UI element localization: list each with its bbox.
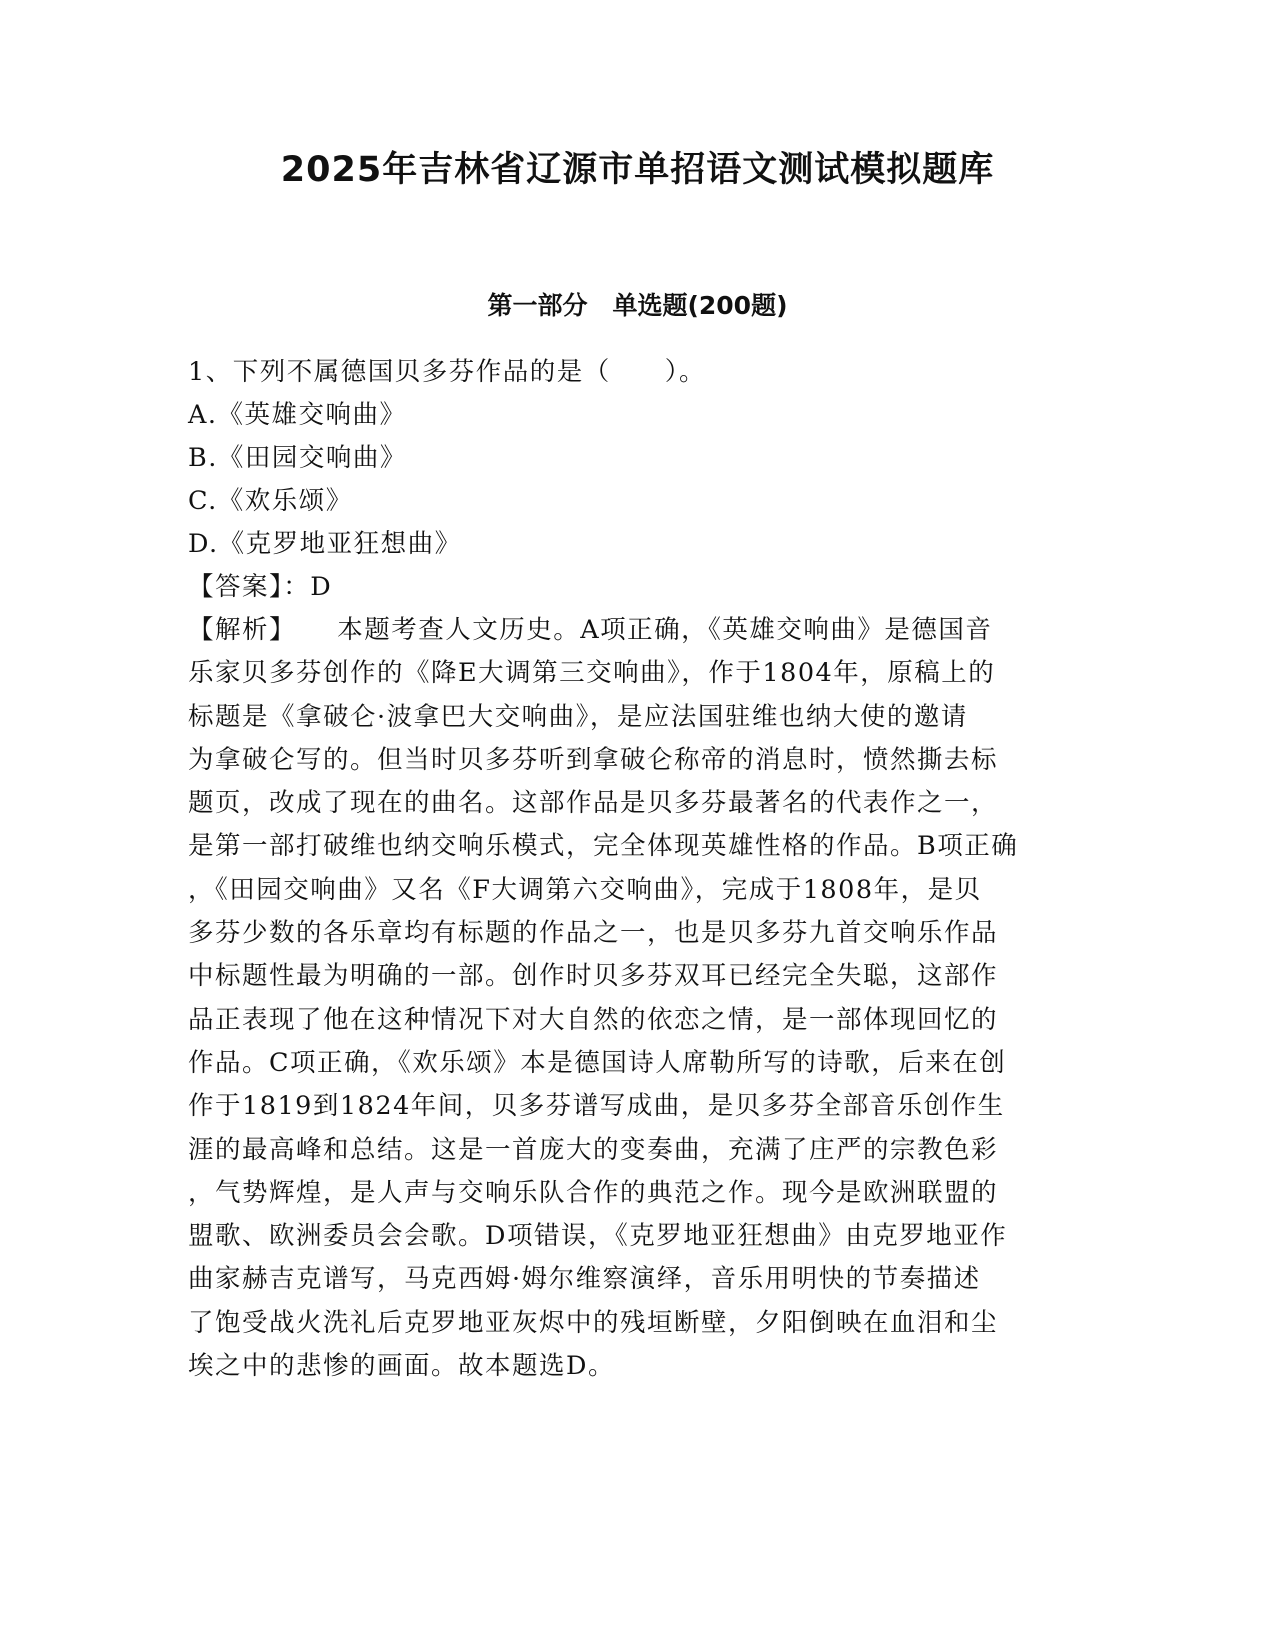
analysis-line: 中标题性最为明确的一部。创作时贝多芬双耳已经完全失聪，这部作 — [188, 961, 999, 992]
analysis-line: 【解析】 本题考查人文历史。A项正确，《英雄交响曲》是德国音 — [188, 615, 993, 645]
analysis-line: 标题是《拿破仑·波拿巴大交响曲》，是应法国驻维也纳大使的邀请 — [188, 701, 968, 732]
question-block — [188, 351, 1068, 1388]
analysis-line: 埃之中的悲惨的画面。故本题选D。 — [188, 1351, 615, 1382]
analysis-line: 作于1819到1824年间，贝多芬谱写成曲，是贝多芬全部音乐创作生 — [188, 1091, 1005, 1122]
analysis-line: 乐家贝多芬创作的《降E大调第三交响曲》，作于1804年，原稿上的 — [188, 658, 996, 689]
analysis-line: 品正表现了他在这种情况下对大自然的依恋之情，是一部体现回忆的 — [188, 1004, 999, 1035]
section-title: 第一部分 单选题(200题) — [487, 291, 788, 320]
option-c: C.《欢乐颂》 — [188, 486, 353, 516]
analysis-line: 了饱受战火洗礼后克罗地亚灰烬中的残垣断壁，夕阳倒映在血泪和尘 — [188, 1307, 999, 1338]
option-b: B.《田园交响曲》 — [188, 443, 407, 473]
option-d: D.《克罗地亚狂想曲》 — [188, 529, 462, 559]
analysis-line: 是第一部打破维也纳交响乐模式，完全体现英雄性格的作品。B项正确 — [188, 831, 1019, 862]
analysis-line: ，《田园交响曲》又名《F大调第六交响曲》，完成于1808年，是贝 — [188, 874, 982, 905]
analysis-block — [188, 609, 1068, 1388]
analysis-line: 涯的最高峰和总结。这是一首庞大的变奏曲，充满了庄严的宗教色彩 — [188, 1134, 999, 1165]
analysis-line: 曲家赫吉克谱写，马克西姆·姆尔维察演绎，音乐用明快的节奏描述 — [188, 1264, 981, 1295]
option-a: A.《英雄交响曲》 — [188, 400, 407, 430]
analysis-line: 为拿破仑写的。但当时贝多芬听到拿破仑称帝的消息时，愤然撕去标 — [188, 744, 999, 775]
analysis-line: 作品。C项正确，《欢乐颂》本是德国诗人席勒所写的诗歌，后来在创 — [188, 1047, 1007, 1078]
answer-line: 【答案】：D — [188, 572, 333, 602]
document-title: 2025年吉林省辽源市单招语文测试模拟题库 — [280, 150, 995, 190]
question-stem: 1、下列不属德国贝多芬作品的是（ ）。 — [188, 357, 706, 387]
analysis-line: ，气势辉煌，是人声与交响乐队合作的典范之作。现今是欧洲联盟的 — [188, 1177, 999, 1208]
analysis-line: 多芬少数的各乐章均有标题的作品之一，也是贝多芬九首交响乐作品 — [188, 918, 999, 949]
analysis-line: 盟歌、欧洲委员会会歌。D项错误，《克罗地亚狂想曲》由克罗地亚作 — [188, 1221, 1008, 1252]
analysis-line: 题页，改成了现在的曲名。这部作品是贝多芬最著名的代表作之一， — [188, 788, 999, 819]
